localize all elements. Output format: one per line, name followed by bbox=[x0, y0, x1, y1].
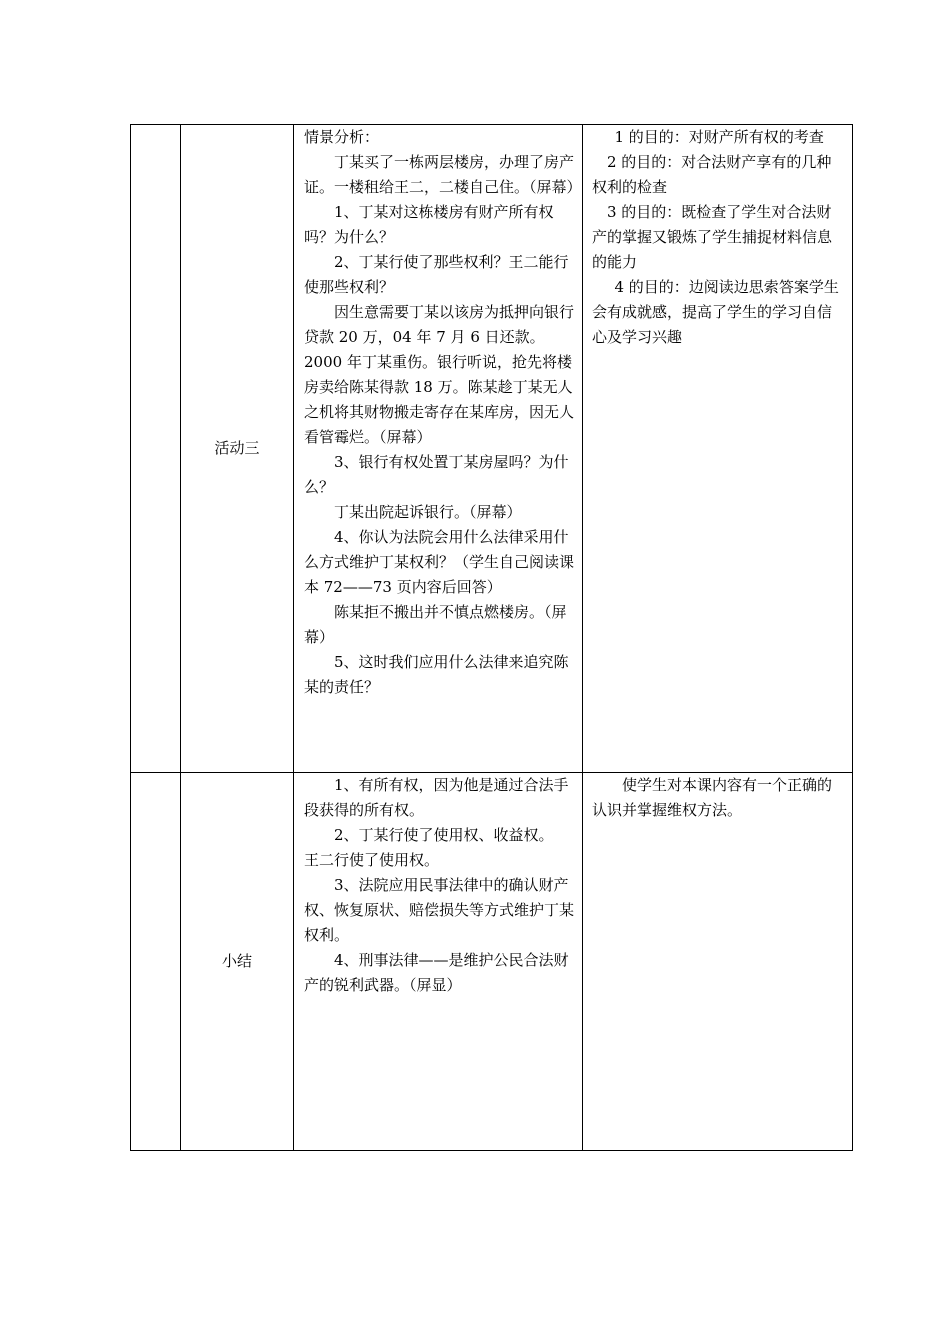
content-line: 3、法院应用民事法律中的确认财产权、恢复原状、赔偿损失等方式维护丁某权利。 bbox=[304, 876, 575, 944]
purpose-line: 1 的目的：对财产所有权的考查 bbox=[614, 128, 824, 146]
content-line: 4、你认为法院会用什么法律采用什么方式维护丁某权利？（学生自己阅读课本 72——73 页内容后回答） bbox=[304, 528, 575, 596]
content-line: 3、银行有权处置丁某房屋吗？为什么？ bbox=[304, 453, 569, 496]
purpose-cell bbox=[583, 125, 853, 773]
content-line: 1、有所有权，因为他是通过合法手段获得的所有权。 bbox=[304, 776, 569, 819]
purpose-line: 使学生对本课内容有一个正确的认识并掌握维权方法。 bbox=[592, 776, 833, 819]
summary-content bbox=[294, 773, 583, 1151]
lesson-plan-table bbox=[130, 124, 853, 1151]
activity-label: 活动三 bbox=[181, 125, 294, 773]
content-line: 5、这时我们应用什么法律来追究陈某的责任？ bbox=[304, 653, 569, 696]
content-line: 因生意需要丁某以该房为抵押向银行贷款 20 万，04 年 7 月 6 日还款。2000 年丁某重伤。银行听说，抢先将楼房卖给陈某得款 18 万。陈某趁丁某无人之机将其财物搬走寄存在某库房，因无人看管霉烂。（屏幕） bbox=[304, 303, 575, 446]
content-line: 4、刑事法律——是维护公民合法财产的锐利武器。（屏显） bbox=[304, 951, 569, 994]
content-line: 1、丁某对这栋楼房有财产所有权吗？为什么？ bbox=[304, 203, 554, 246]
empty-cell bbox=[131, 125, 181, 773]
purpose-line: 4 的目的：边阅读边思索答案学生会有成就感，提高了学生的学习自信心及学习兴趣 bbox=[592, 278, 839, 346]
purpose-line: 2 的目的：对合法财产享有的几种权利的检查 bbox=[592, 153, 832, 196]
content-line: 陈某拒不搬出并不慎点燃楼房。（屏幕） bbox=[304, 603, 567, 646]
content-line: 2、丁某行使了使用权、收益权。 bbox=[334, 826, 554, 844]
purpose-line: 3 的目的：既检查了学生对合法财产的掌握又锻炼了学生捕捉材料信息的能力 bbox=[592, 203, 833, 271]
summary-label: 小结 bbox=[181, 773, 294, 1151]
purpose-cell bbox=[583, 773, 853, 1151]
content-line: 王二行使了使用权。 bbox=[304, 851, 440, 869]
content-line: 情景分析： bbox=[304, 128, 380, 146]
empty-cell bbox=[131, 773, 181, 1151]
content-line: 丁某买了一栋两层楼房，办理了房产证。一楼租给王二，二楼自己住。（屏幕） bbox=[304, 153, 582, 196]
content-line: 2、丁某行使了那些权利？王二能行使那些权利？ bbox=[304, 253, 569, 296]
content-line: 丁某出院起诉银行。（屏幕） bbox=[334, 503, 522, 521]
table-row bbox=[131, 125, 853, 773]
activity-content bbox=[294, 125, 583, 773]
table-row bbox=[131, 773, 853, 1151]
